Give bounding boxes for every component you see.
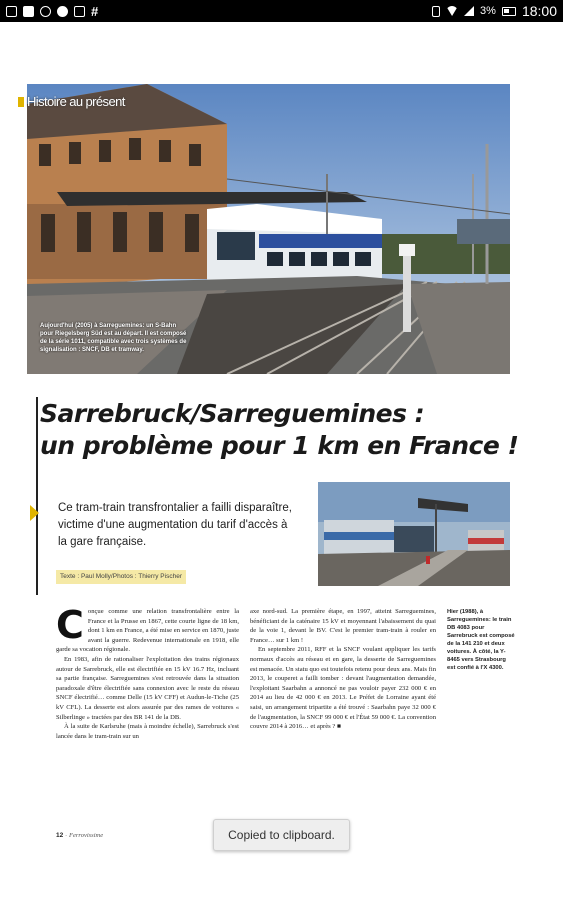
- wifi-icon: [446, 6, 458, 16]
- folio-page-number: 12: [56, 832, 64, 839]
- section-tag-label: Histoire au présent: [27, 94, 125, 109]
- paragraph: En septembre 2011, RFF et la SNCF voulant appliquer les tarifs normaux d'accès au réseau et en gare, la desserte de Sarreguemines est menacée. Un statu quo est toutefois retenu pour deux ans. Mais fin 2013, le couperet a failli tomber : devant l'augmentation demandée, l'exploitant Saarbahn a annoncé ne pas vouloir payer 232 000 € en 2014 au lieu de 42 000 € en 2013. Le Préfet de Lorraine ayant été saisi, un arrangement tripartite a été trouvé : Saarbahn paye 32 000 € de l'augmentation, la SNCF 99 000 € et l'État 59 000 €. La convention couvre 2014 à 2016… et après ? ■: [250, 646, 436, 731]
- notification-icons: [6, 5, 98, 18]
- article-headline: [40, 398, 520, 462]
- battery-icon: [502, 7, 516, 16]
- side-photo-caption: Hier (1988), à Sarreguemines: le train DB 4083 pour Sarrebruck est composé de la 141 210 et deux voitures. À côté, la Y-8465 vers Strasbourg est confié à l'X 4300.: [447, 609, 515, 671]
- headline-line-1: Sarrebruck/Sarreguemines :: [40, 399, 425, 428]
- sd-card-icon: [23, 6, 34, 17]
- weather-icon: [57, 6, 68, 17]
- paragraph: axe nord-sud. La première étape, en 1997, atteint Sarreguemines, bénéficiant de la caténaire 15 kV et moyennant l'abaissement du quai de la voie 1, devant le BV. C'est le premier tram-train à rouler en France… sur 1 km !: [250, 608, 436, 644]
- signal-icon: [464, 6, 474, 16]
- vibrate-icon: [432, 6, 440, 17]
- status-bar: [0, 0, 563, 22]
- gallery-icon: [74, 6, 85, 17]
- page-folio: 12 · Ferrovissime: [56, 832, 104, 839]
- section-marker-icon: [18, 97, 24, 107]
- paragraph: onçue comme une relation transfrontalière entre la France et la Prusse en 1867, cette courte ligne de 18 km, dont 1 km en France, a été mise en service en 1870, juste avant la guerre. Redevenue internationale en 1918, elle garde sa vocation régionale.: [56, 608, 239, 654]
- battery-percent: 3%: [480, 5, 496, 17]
- magazine-page[interactable]: [0, 22, 563, 900]
- clipboard-toast: Copied to clipboard.: [213, 819, 350, 851]
- side-photo: [318, 482, 510, 586]
- gamepad-icon: [40, 6, 51, 17]
- drop-cap: C: [56, 603, 84, 647]
- headline-line-2: un problème pour 1 km en France !: [40, 431, 519, 460]
- article-column-2: [250, 607, 436, 732]
- clock: 18:00: [521, 3, 557, 19]
- paragraph: À la suite de Karlsruhe (mais à moindre échelle), Sarrebruck s'est lancée dans le tram-train sur un: [56, 723, 239, 740]
- paragraph: En 1983, afin de rationaliser l'exploitation des trains régionaux autour de Sarrebruck, elle est électrifiée en 15 kV 16.7 Hz, incluant sa partie française. Sarreguemines s'est retrouvée dans la situation paradoxale d'être électrifiée sans connexion avec le reste du réseau SNCF électrifié… comme Delle (15 kV CFF) et Audun-le-Tiche (25 kV CFL). La desserte est alors assurée par des rames de voitures « Silberlinge » tractées par des BR 141 de la DB.: [56, 655, 239, 721]
- image-icon: [6, 6, 17, 17]
- hash-icon: #: [91, 3, 99, 19]
- hero-caption: Aujourd'hui (2005) à Sarreguemines: un S-Bahn pour Riegelsberg Süd est au départ. Il est composé de la série 1011, compatible avec trois systèmes de signalisation : SNCF, DB et tramway.: [40, 323, 187, 353]
- system-icons: [432, 3, 557, 19]
- article-rule: [36, 397, 38, 595]
- deck-arrow-icon: [30, 505, 39, 521]
- folio-title: Ferrovissime: [69, 832, 104, 839]
- article-column-1: [56, 603, 239, 741]
- section-tag: [18, 94, 125, 109]
- article-deck: Ce tram-train transfrontalier a failli disparaître, victime d'une augmentation du tarif d'accès à la gare française.: [58, 502, 292, 548]
- article-byline: Texte : Paul Molly/Photos : Thierry Pischer: [56, 570, 186, 584]
